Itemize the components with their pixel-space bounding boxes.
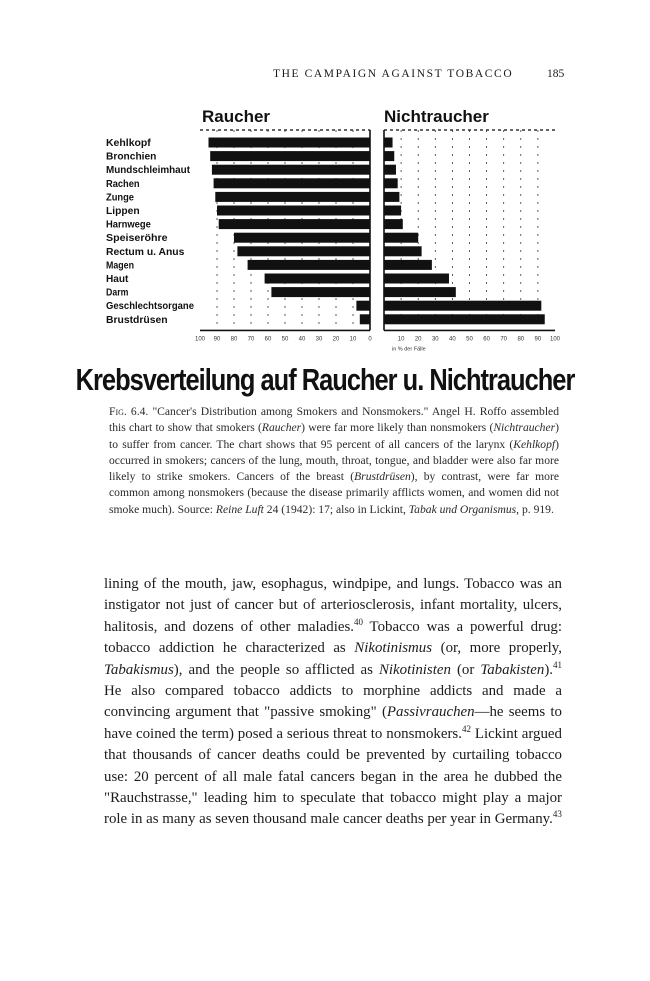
category-label: Rachen — [106, 177, 140, 190]
caption-segment: ) to suffer from cancer. The chart shows that 95 percent of all cancers of the larynx ( — [109, 421, 560, 451]
category-label: Haut — [106, 273, 129, 285]
tick-label: 30 — [315, 336, 323, 343]
tick-label: 20 — [414, 336, 422, 343]
caption-segment: ) occurred in smokers; cancers of the lung, mouth, throat, tongue, and bladder were also far more likely to strike smokers. Cancers of the breast ( — [109, 437, 559, 484]
x-axis-label: in % der Fälle — [392, 346, 426, 352]
bar-raucher — [219, 219, 370, 229]
tick-label: 10 — [349, 336, 357, 343]
tick-label: 100 — [194, 336, 206, 343]
italic-term: Tabak und Organismus — [408, 502, 517, 516]
caption-segment: ), by contrast, were far more common among nonsmokers (because the disease primarily afflicts women, and women did not smoke much). Source: — [109, 470, 559, 516]
tick-label: 60 — [264, 336, 272, 343]
bar-nichtraucher — [384, 233, 418, 243]
italic-term: Nikotinismus — [354, 640, 433, 657]
bar-raucher — [234, 233, 370, 243]
text-segment: ). — [544, 661, 553, 678]
text-segment: —he seems to have coined the term) posed a serious threat to nonsmokers. — [104, 704, 562, 742]
tick-label: 70 — [247, 336, 255, 343]
category-label: Zunge — [106, 191, 135, 204]
figure-label: Fig. 6.4. — [109, 405, 149, 418]
bar-nichtraucher — [384, 246, 422, 256]
footnote-ref: 40 — [353, 616, 363, 627]
bar-nichtraucher — [384, 151, 394, 161]
category-label: Brustdrüsen — [106, 313, 168, 326]
category-label: Lippen — [106, 205, 140, 217]
italic-term: Passivrauchen — [386, 704, 475, 721]
bar-raucher — [215, 192, 370, 202]
italic-term: Kehlkopf — [513, 437, 556, 451]
caption-segment: ) were far more likely than nonsmokers ( — [301, 421, 494, 435]
bar-nichtraucher — [384, 287, 456, 297]
bar-raucher — [237, 246, 370, 256]
italic-term: Reine Luft — [215, 502, 264, 516]
text-segment: ), and the people so afflicted as — [173, 661, 379, 678]
category-label: Harnwege — [106, 218, 151, 231]
bar-nichtraucher — [384, 219, 403, 229]
paragraph-text — [104, 574, 562, 831]
body-paragraph — [104, 574, 562, 831]
tick-label: 80 — [517, 336, 525, 343]
text-segment: (or, more properly, — [432, 640, 562, 657]
bar-raucher — [217, 206, 370, 216]
bar-raucher — [212, 165, 370, 175]
text-segment: (or — [450, 661, 481, 678]
category-label: Darm — [106, 286, 129, 299]
text-segment: Tobacco was a powerful drug: tobacco addiction he characterized as — [104, 618, 562, 657]
tick-label: 80 — [230, 336, 238, 343]
bar-nichtraucher — [384, 274, 449, 284]
italic-term: Nichtraucher — [493, 421, 556, 435]
bar-raucher — [356, 301, 370, 311]
caption-segment: , p. 919. — [516, 502, 554, 516]
caption-text — [109, 405, 559, 516]
bar-nichtraucher — [384, 314, 545, 324]
italic-term: Tabakisten — [480, 661, 545, 678]
category-label: Magen — [106, 259, 134, 272]
cancer-distribution-chart — [100, 100, 570, 352]
bar-nichtraucher — [384, 165, 396, 175]
caption-segment: 24 (1942): 17; also in Lickint, — [263, 502, 409, 516]
tick-label: 50 — [281, 336, 289, 343]
category-label: Geschlechtsorgane — [106, 300, 195, 313]
bar-nichtraucher — [384, 178, 398, 188]
tick-label: 20 — [332, 336, 340, 343]
tick-label: 70 — [500, 336, 508, 343]
tick-label: 90 — [534, 336, 542, 343]
bar-raucher — [210, 151, 370, 161]
italic-term: Brustdrüsen — [354, 470, 411, 484]
italic-term: Nikotinisten — [378, 661, 451, 678]
bar-nichtraucher — [384, 138, 393, 148]
text-segment: He also compared tobacco addicts to morphine addicts and made a convincing argument that "passive smoking" ( — [104, 683, 562, 721]
bar-raucher — [271, 287, 370, 297]
category-label: Rectum u. Anus — [106, 245, 185, 258]
caption-segment: "Cancer's Distribution among Smokers and Nonsmokers." Angel H. Roffo assembled this chart to show that smokers ( — [109, 405, 559, 435]
tick-label: 90 — [213, 336, 221, 343]
tick-label: 40 — [449, 336, 456, 343]
panel-label-raucher: Raucher — [202, 107, 271, 126]
text-segment: lining of the mouth, jaw, esophagus, windpipe, and lungs. Tobacco was an instigator not just of cancer but of arteriosclerosis, infant mortality, ulcers, halitosis, and dozens of other maladies. — [104, 576, 562, 635]
italic-term: Raucher — [261, 421, 302, 435]
category-label: Mundschleimhaut — [106, 164, 191, 177]
category-label: Kehlkopf — [106, 137, 152, 149]
panel-label-nichtraucher: Nichtraucher — [384, 107, 489, 126]
bar-nichtraucher — [384, 206, 401, 216]
bar-raucher — [209, 138, 371, 148]
footnote-ref: 42 — [461, 723, 471, 734]
tick-label: 10 — [397, 336, 405, 343]
running-head: THE CAMPAIGN AGAINST TOBACCO — [273, 68, 514, 80]
tick-label: 30 — [431, 336, 439, 343]
category-label: Bronchien — [106, 150, 157, 163]
italic-term: Tabakismus — [104, 661, 174, 678]
bar-nichtraucher — [384, 192, 399, 202]
figure-caption — [109, 404, 559, 518]
bar-raucher — [214, 178, 370, 188]
tick-label: 50 — [466, 336, 473, 343]
tick-label: 40 — [298, 336, 306, 343]
category-label: Speiseröhre — [106, 232, 168, 245]
bar-nichtraucher — [384, 301, 541, 311]
bar-raucher — [265, 274, 370, 284]
chart-title: Krebsverteilung auf Raucher u. Nichtraucher — [75, 362, 575, 397]
tick-label: 100 — [549, 336, 561, 343]
bar-raucher — [248, 260, 370, 270]
page-number: 185 — [547, 68, 565, 80]
tick-label: 60 — [483, 336, 490, 343]
bar-nichtraucher — [384, 260, 432, 270]
text-segment: Lickint argued that thousands of cancer deaths could be prevented by curtailing tobacco use: 20 percent of all male fatal cancers began in the area he dubbed the "Rauchstrasse," leading him to speculate that tobacco might play a major role in as many as seven thousand male cancer deaths per year in Germany. — [104, 725, 562, 828]
tick-label: 0 — [368, 336, 372, 343]
bar-raucher — [360, 314, 370, 324]
footnote-ref: 43 — [552, 809, 562, 820]
footnote-ref: 41 — [553, 659, 562, 670]
